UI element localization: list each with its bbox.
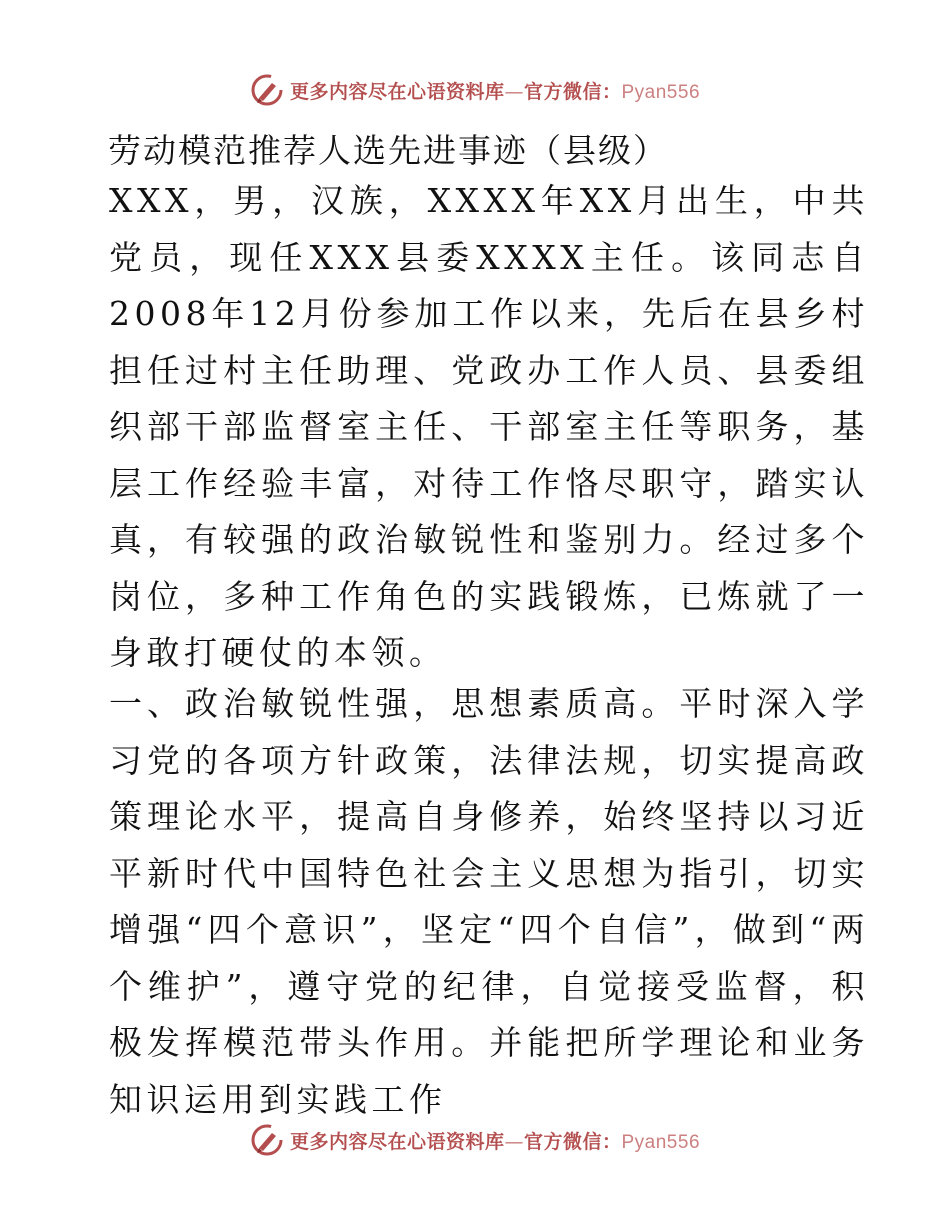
watermark-wechat-id: Pyan556 bbox=[621, 81, 701, 103]
watermark-site: 更多内容尽在心语资料库 bbox=[289, 1130, 505, 1153]
watermark-separator: — bbox=[504, 1130, 524, 1153]
pen-logo-icon bbox=[250, 73, 284, 107]
document-title: 劳动模范推荐人选先进事迹（县级） bbox=[108, 131, 668, 170]
watermark-wechat-id: Pyan556 bbox=[621, 1131, 701, 1153]
watermark-text bbox=[290, 77, 700, 104]
footer-watermark bbox=[0, 1120, 950, 1160]
header-watermark bbox=[0, 70, 950, 110]
watermark-separator: — bbox=[504, 80, 524, 103]
watermark-wechat-label: 官方微信： bbox=[523, 1130, 622, 1153]
watermark-wechat-label: 官方微信： bbox=[523, 80, 622, 103]
pen-logo-icon bbox=[250, 1123, 284, 1157]
paragraph-intro: XXX，男，汉族，XXXX年XX月出生，中共党员，现任XXX县委XXXX主任。该同志自2008年12月份参加工作以来，先后在县乡村担任过村主任助理、党政办工作人员、县委组织部干部监督室主任、干部室主任等职务，基层工作经验丰富，对待工作恪尽职守，踏实认真，有较强的政治敏锐性和鉴别力。经过多个岗位，多种工作角色的实践锻炼，已炼就了一身敢打硬仗的本领。 bbox=[109, 181, 869, 672]
paragraph-section-one: 一、政治敏锐性强，思想素质高。平时深入学习党的各项方针政策，法律法规，切实提高政策理论水平，提高自身修养，始终坚持以习近平新时代中国特色社会主义思想为指引，切实增强“四个意识”，坚定“四个自信”，做到“两个维护”，遵守党的纪律，自觉接受监督，积极发挥模范带头作用。并能把所学理论和业务知识运用到实践工作 bbox=[109, 684, 869, 1119]
watermark-text bbox=[290, 1127, 700, 1154]
watermark-site: 更多内容尽在心语资料库 bbox=[289, 80, 505, 103]
